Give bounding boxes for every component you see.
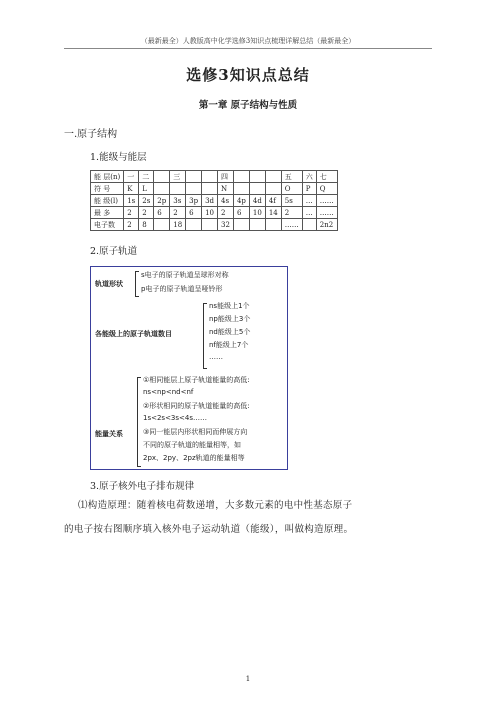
table-cell: 5s — [281, 195, 302, 207]
row-header-cell: 最 多 — [91, 207, 124, 219]
table-cell: 32 — [218, 219, 234, 231]
count-item: ns能级上1个 — [209, 302, 250, 310]
table-cell: 2 — [124, 219, 139, 231]
table-cell: 4p — [233, 195, 249, 207]
table-cell: 2s — [139, 195, 154, 207]
header-rule — [64, 48, 432, 49]
table-cell: 6 — [233, 207, 249, 219]
table-cell: 18 — [170, 219, 186, 231]
table-cell: 10 — [249, 207, 265, 219]
shape-item: p电子的原子轨道呈哑铃形 — [141, 285, 223, 293]
brace — [137, 377, 141, 467]
table-cell — [249, 183, 265, 195]
paragraph-line: ⑴构造原理：随着核电荷数递增，大多数元素的电中性基态原子 — [78, 500, 353, 511]
table-cell: 2 — [124, 207, 139, 219]
table-cell: 1s — [124, 195, 139, 207]
table-cell: 6 — [186, 207, 202, 219]
subsection-heading-1: 1.能级与能层 — [90, 152, 147, 163]
count-item: np能级上3个 — [209, 315, 251, 323]
table-cell: 四 — [218, 171, 234, 183]
count-item: …… — [209, 353, 223, 361]
table-cell: 8 — [139, 219, 154, 231]
table-cell — [233, 171, 249, 183]
energy-item: 2px、2py、2pz轨道的能量相等 — [143, 454, 245, 462]
table-cell: …… — [281, 219, 302, 231]
energy-item: ns<np<nd<nf — [143, 388, 194, 396]
table-cell: 一 — [124, 171, 139, 183]
table-row — [91, 171, 338, 183]
count-item: nf能级上7个 — [209, 341, 249, 349]
table-row — [91, 195, 338, 207]
energy-item: ②形状相同的原子轨道能量的高低: — [143, 402, 250, 410]
row-header-cell: 电子数 — [91, 219, 124, 231]
orbital-summary-box — [90, 266, 288, 470]
table-cell: … — [302, 195, 316, 207]
subsection-heading-2: 2.原子轨道 — [90, 246, 138, 257]
table-cell: L — [139, 183, 154, 195]
table-cell: …… — [316, 207, 337, 219]
brace — [135, 271, 139, 297]
table-cell — [186, 219, 202, 231]
section-heading: 一.原子结构 — [64, 129, 118, 140]
chapter-heading: 第一章 原子结构与性质 — [198, 100, 298, 111]
table-cell — [233, 219, 249, 231]
table-cell: O — [281, 183, 302, 195]
table-cell — [154, 171, 170, 183]
table-cell: 10 — [202, 207, 218, 219]
table-cell: 2 — [218, 207, 234, 219]
count-item: nd能级上5个 — [209, 328, 251, 336]
page-number: 1 — [245, 675, 251, 683]
count-label: 各能级上的原子轨道数目 — [95, 330, 172, 338]
table-cell: K — [124, 183, 139, 195]
energy-label: 能量关系 — [95, 430, 123, 438]
energy-item: ③同一能层内形状相同而伸展方向 — [143, 428, 248, 436]
table-cell — [170, 183, 186, 195]
table-cell: 3s — [170, 195, 186, 207]
table-cell: 2 — [139, 207, 154, 219]
brace — [203, 303, 207, 369]
table-cell: 4s — [218, 195, 234, 207]
row-header-cell: 能 级(l) — [91, 195, 124, 207]
table-cell: 4f — [265, 195, 281, 207]
shape-label: 轨道形状 — [95, 280, 123, 288]
table-cell — [154, 183, 170, 195]
table-row — [91, 219, 338, 231]
table-cell — [154, 219, 170, 231]
energy-item: 1s<2s<3s<4s…… — [143, 414, 207, 422]
row-header-cell: 符 号 — [91, 183, 124, 195]
table-cell: 六 — [302, 171, 316, 183]
table-cell — [249, 171, 265, 183]
table-row — [91, 183, 338, 195]
table-cell: N — [218, 183, 234, 195]
paragraph-line: 的电子按右图顺序填入核外电子运动轨道（能级），叫做构造原理。 — [64, 524, 354, 535]
table-cell — [265, 219, 281, 231]
table-cell — [202, 171, 218, 183]
table-cell — [249, 219, 265, 231]
table-cell — [265, 171, 281, 183]
energy-item: ①相同能层上原子轨道能量的高低: — [143, 376, 250, 384]
table-cell: 6 — [154, 207, 170, 219]
energy-level-table — [90, 170, 338, 231]
table-cell: 三 — [170, 171, 186, 183]
table-cell — [202, 219, 218, 231]
table-cell: 七 — [316, 171, 337, 183]
document-title: 选修3知识点总结 — [186, 66, 310, 84]
table-cell — [186, 171, 202, 183]
energy-item: 不同的原子轨道的能量相等，如 — [143, 441, 241, 449]
table-cell: P — [302, 183, 316, 195]
table-cell: 五 — [281, 171, 302, 183]
table-cell: 14 — [265, 207, 281, 219]
table-cell: … — [302, 207, 316, 219]
table-cell: 2p — [154, 195, 170, 207]
table-cell — [265, 183, 281, 195]
table-cell: …… — [316, 195, 337, 207]
table-cell: 3p — [186, 195, 202, 207]
table-row — [91, 207, 338, 219]
table-cell: Q — [316, 183, 337, 195]
subsection-heading-3: 3.原子核外电子排布规律 — [90, 481, 195, 492]
shape-item: s电子的原子轨道呈球形对称 — [141, 271, 229, 279]
table-cell: 2n2 — [316, 219, 337, 231]
page-header: （最新最全）人教版高中化学选修3知识点梳理详解总结（最新最全） — [140, 37, 356, 45]
table-cell: 4d — [249, 195, 265, 207]
table-cell: 二 — [139, 171, 154, 183]
table-cell: 3d — [202, 195, 218, 207]
table-cell — [233, 183, 249, 195]
row-header-cell: 能 层(n) — [91, 171, 124, 183]
table-cell — [302, 219, 316, 231]
table-cell: 2 — [170, 207, 186, 219]
table-cell — [202, 183, 218, 195]
table-cell — [186, 183, 202, 195]
table-cell: 2 — [281, 207, 302, 219]
